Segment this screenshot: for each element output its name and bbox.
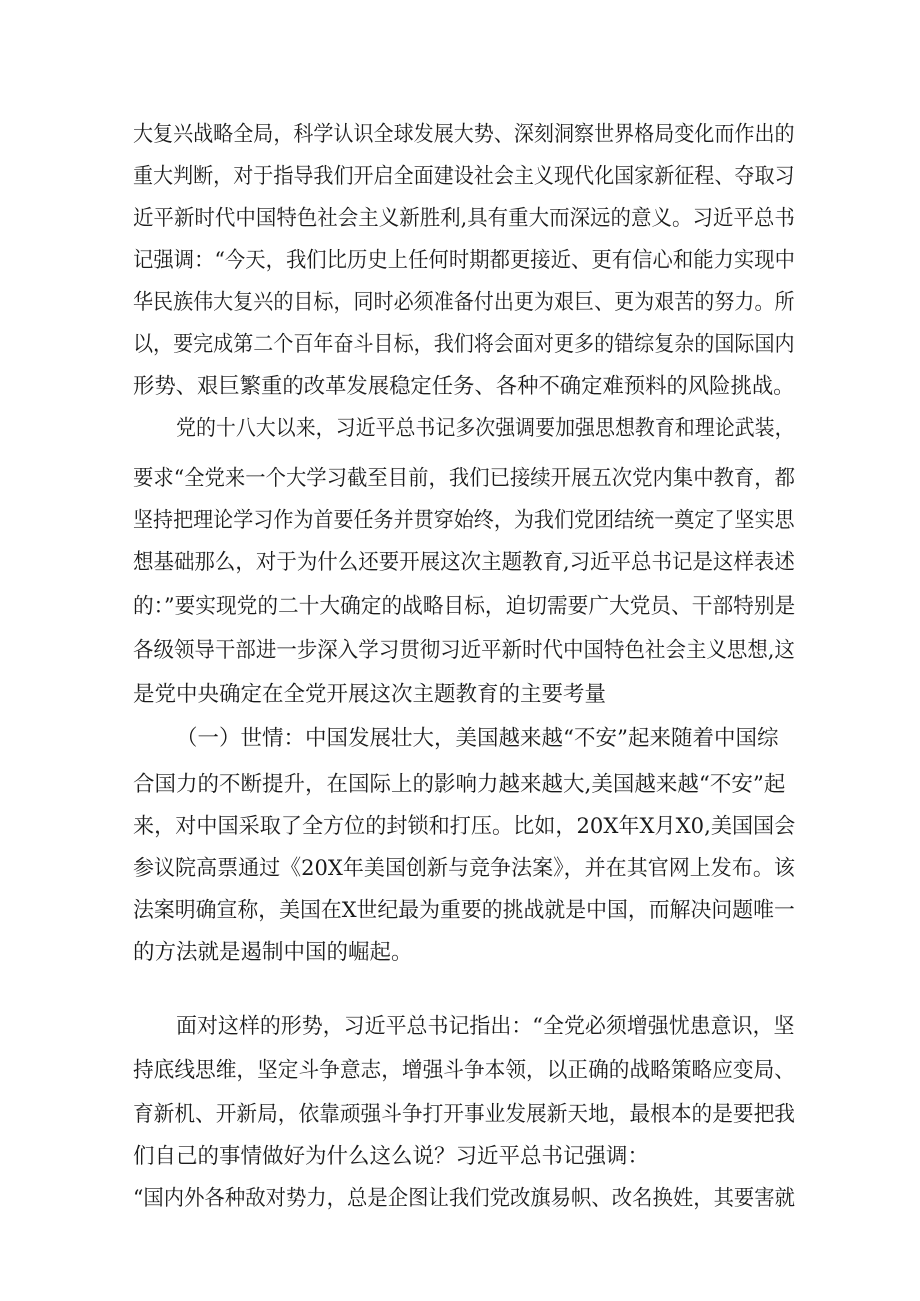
paragraph-3-line-5: 法案明确宣称，美国在X世纪最为重要的挑战就是中国，而解决问题唯一 <box>133 898 795 923</box>
paragraph-2-line-7: 是党中央确定在全党开展这次主题教育的主要考量 <box>133 682 607 707</box>
paragraph-1-line-3: 近平新时代中国特色社会主义新胜利,具有重大而深远的意义。习近平总书 <box>133 206 795 231</box>
paragraph-2-line-3: 坚持把理论学习作为首要任务并贯穿始终，为我们党团结统一奠定了坚实思 <box>133 508 795 533</box>
paragraph-3-line-6: 的方法就是遏制中国的崛起。 <box>133 940 413 965</box>
paragraph-1-line-4: 记强调：“今天，我们比历史上任何时期都更接近、更有信心和能力实现中 <box>133 248 796 273</box>
paragraph-1-line-5: 华民族伟大复兴的目标，同时必须准备付出更为艰巨、更为艰苦的努力。所 <box>133 290 795 315</box>
paragraph-2-line-4: 想基础那么，对于为什么还要开展这次主题教育,习近平总书记是这样表述 <box>133 550 795 575</box>
paragraph-2-line-1: 党的十八大以来，习近平总书记多次强调要加强思想教育和理论武装， <box>176 416 795 441</box>
paragraph-3-line-3: 来，对中国采取了全方位的封锁和打压。比如，20X年X月X0,美国国会 <box>133 814 796 839</box>
paragraph-3-line-2: 合国力的不断提升，在国际上的影响力越来越大,美国越来越“不安”起 <box>133 772 786 797</box>
paragraph-4-line-4: 们自己的事情做好为什么这么说？习近平总书记强调： <box>133 1144 650 1169</box>
paragraph-1-line-7: 形势、艰巨繁重的改革发展稳定任务、各种不确定难预料的风险挑战。 <box>133 374 795 399</box>
paragraph-2-line-5: 的：”要实现党的二十大确定的战略目标，迫切需要广大党员、干部特别是 <box>133 594 796 619</box>
paragraph-4-line-5: “国内外各种敌对势力，总是企图让我们党改旗易帜、改名换姓，其要害就 <box>133 1186 796 1211</box>
paragraph-3-line-4: 参议院高票通过《20X年美国创新与竞争法案》，并在其官网上发布。该 <box>133 856 795 881</box>
paragraph-1-line-6: 以，要完成第二个百年奋斗目标，我们将会面对更多的错综复杂的国际国内 <box>133 332 795 357</box>
paragraph-4-line-3: 育新机、开新局，依靠顽强斗争打开事业发展新天地，最根本的是要把我 <box>133 1102 796 1127</box>
paragraph-3-line-1: （一）世情：中国发展壮大，美国越来越“不安”起来随着中国综 <box>176 726 779 751</box>
paragraph-2-line-6: 各级领导干部进一步深入学习贯彻习近平新时代中国特色社会主义思想,这 <box>133 638 795 663</box>
paragraph-4-line-2: 持底线思维，坚定斗争意志，增强斗争本领，以正确的战略策略应变局、 <box>133 1058 796 1083</box>
paragraph-1-line-1: 大复兴战略全局，科学认识全球发展大势、深刻洞察世界格局变化而作出的 <box>133 122 795 147</box>
paragraph-2-line-2: 要求“全党来一个大学习截至目前，我们已接续开展五次党内集中教育，都 <box>133 466 796 491</box>
paragraph-4-line-1: 面对这样的形势，习近平总书记指出：“全党必须增强忧患意识，坚 <box>176 1014 795 1039</box>
paragraph-1-line-2: 重大判断，对于指导我们开启全面建设社会主义现代化国家新征程、夺取习 <box>133 164 795 189</box>
